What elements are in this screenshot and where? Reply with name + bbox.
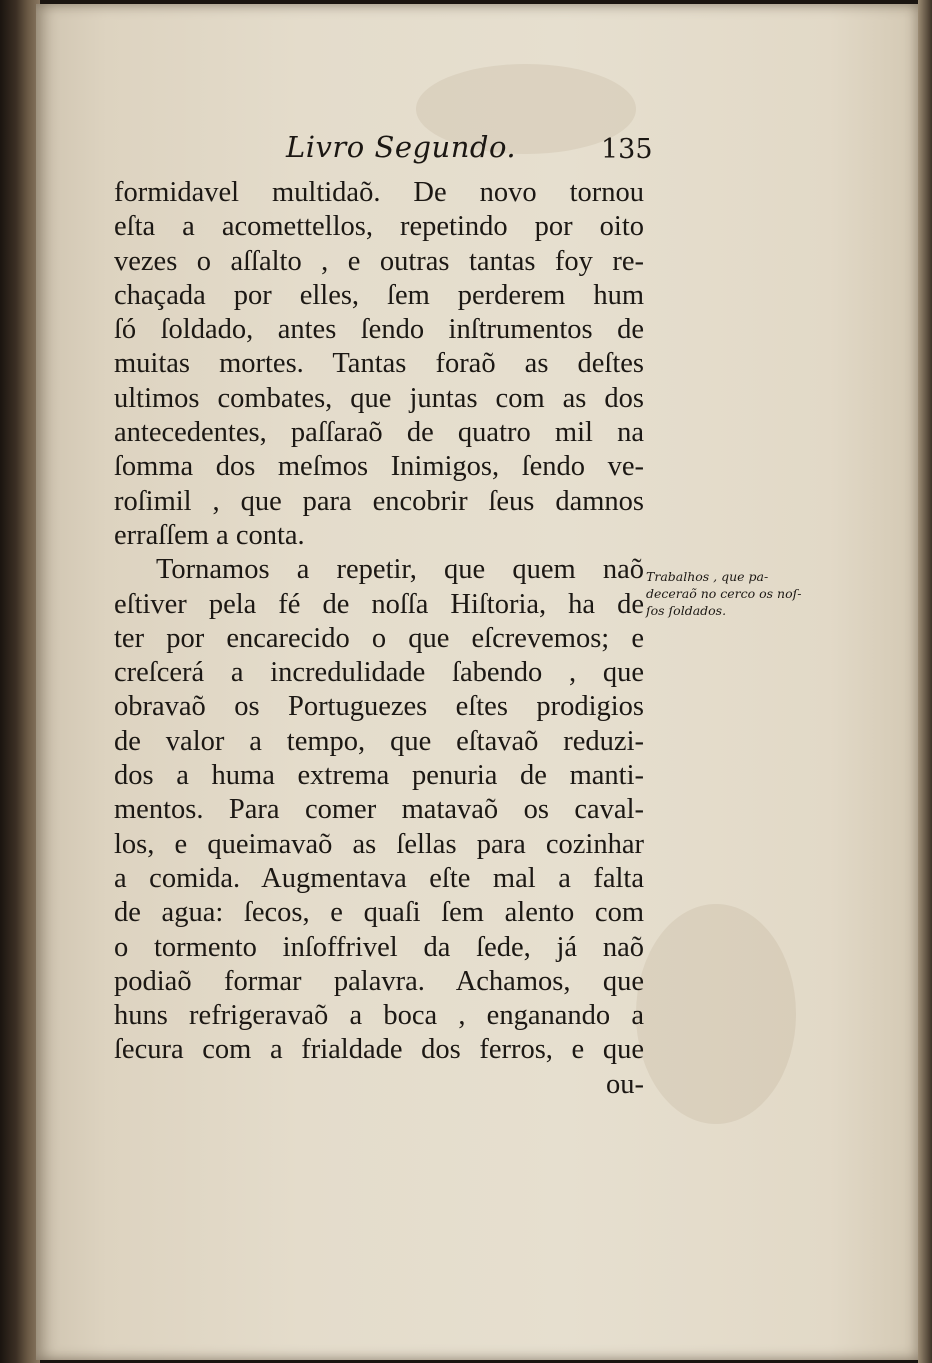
text-line: eſtiver pela fé de noſſa Hiſtoria, ha de [114, 588, 644, 620]
text-line: mentos. Para comer matavaõ os caval- [114, 794, 644, 826]
paper-stain [636, 904, 796, 1124]
text-line: vezes o aſſalto , e outras tantas foy re- [114, 245, 644, 277]
text-line: formidavel multidaõ. De novo tornou [114, 177, 644, 208]
text-line: dos a huma extrema penuria de manti- [114, 760, 644, 792]
text-line: o tormento inſoffrivel da ſede, já naõ [114, 931, 644, 963]
text-line: antecedentes, paſſaraõ de quatro mil na [114, 417, 644, 449]
text-line: ſomma dos meſmos Inimigos, ſendo ve- [114, 451, 644, 483]
page-number: 135 [601, 134, 653, 165]
marginal-note-line: Trabalhos , que pa- [646, 569, 769, 584]
page-sheet [36, 4, 918, 1360]
book-binding-gutter [0, 0, 40, 1363]
text-line: ſecura com a frialdade dos ferros, e que [114, 1034, 644, 1066]
text-line: podiaõ formar palavra. Achamos, que [114, 965, 644, 997]
text-line: a comida. Augmentava eſte mal a falta [114, 862, 644, 894]
catchword: ou- [606, 1068, 644, 1100]
main-text-block [114, 176, 644, 1102]
text-line: ſó ſoldado, antes ſendo inſtrumentos de [114, 314, 644, 346]
text-line: ultimos combates, que juntas com as dos [114, 382, 644, 414]
text-line: de agua: ſecos, e quaſi ſem alento com [114, 897, 644, 929]
text-line: roſimil , que para encobrir ſeus damnos [114, 485, 644, 517]
paragraph-first-line: Tornamos a repetir, que quem naõ [156, 554, 644, 586]
marginal-note-line: ſos ſoldados. [646, 603, 727, 618]
text-line: muitas mortes. Tantas foraõ as deſtes [114, 348, 644, 380]
text-line: obravaõ os Portuguezes eſtes prodigios [114, 691, 644, 723]
text-line: creſcerá a incredulidade ſabendo , que [114, 657, 644, 689]
text-line: de valor a tempo, que eſtavaõ reduzi- [114, 725, 644, 757]
marginal-note-line: deceraõ no cerco os noſ- [646, 586, 802, 601]
text-line: los, e queimavaõ as ſellas para cozinhar [114, 828, 644, 860]
text-line: huns refrigeravaõ a boca , enganando a [114, 1000, 644, 1032]
running-header [36, 126, 918, 176]
text-line: eſta a acomettellos, repetindo por oito [114, 211, 644, 243]
page-edge-shadow [918, 0, 932, 1363]
text-line: chaçada por elles, ſem perderem hum [114, 279, 644, 311]
text-line: erraſſem a conta. [114, 519, 305, 551]
marginal-note [646, 568, 846, 619]
text-line: ter por encarecido o que eſcrevemos; e [114, 622, 644, 654]
running-title: Livro Segundo. [286, 130, 517, 164]
